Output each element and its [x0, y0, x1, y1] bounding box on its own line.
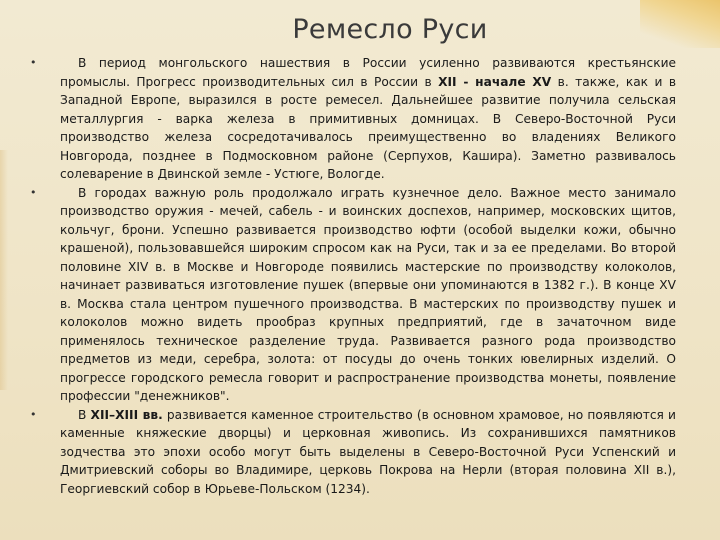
paragraph-3 [30, 406, 676, 499]
paragraph-text: в. также, как и в Западной Европе, выразился в росте ремесел. Дальнейшее развитие получила сельская металлургия - варка железа в примитивных домницах. В Северо-Восточной Руси производство железа сосредотачивалось преимущественно во владениях Великого Новгорода, позднее в Подмосковном районе (Серпухов, Кашира). Заметно развивалось солеварение в Двинской земле - Устюге, Вологде. [60, 74, 676, 181]
paragraph-bold-text: XII - начале XV [438, 74, 552, 89]
paragraph-text: В [78, 407, 91, 422]
slide-title: Ремесло Руси [292, 14, 488, 45]
bullet-icon: • [30, 407, 37, 421]
paragraph-2 [30, 184, 676, 406]
paragraph-text: В период монгольского нашествия в России усиленно развиваются крестьянские промыслы. Прогресс производительных сил в России в [60, 56, 676, 89]
corner-decoration [640, 0, 720, 48]
paragraph-text: развивается каменное строительство (в основном храмовое, но появляются и каменные княжеские дворцы) и церковная живопись. Из сохранившихся памятников зодчества это эпохи особо могут быть выделены в Северо-Восточной Руси Успенский и Дмитриевский соборы во Владимире, церковь Покрова на Нерли (вторая половина XII в.), Георгиевский собор в Юрьеве-Польском (1234). [60, 407, 676, 496]
paragraph-1 [30, 54, 676, 184]
bullet-icon: • [30, 185, 37, 199]
paragraph-text: В городах важную роль продолжало играть кузнечное дело. Важное место занимало производство оружия - мечей, сабель - и воинских доспехов, например, московских щитов, кольчуг, брони. Успешно развивается производство юфти (особой выделки кожи, обычно крашеной), пользовавшейся широким спросом как на Руси, так и за ее пределами. Во второй половине XIV в. в Москве и Новгороде появились мастерские по производству колоколов, начинает развиваться изготовление пушек (впервые они упоминаются в 1382 г.). В конце XV в. Москва стала центром пушечного производства. В мастерских по производству пушек и колоколов можно видеть прообраз крупных предприятий, где в зачаточном виде применялось техническое разделение труда. Развивается разного рода производство предметов из меди, серебра, золота: от посуды до очень тонких ювелирных изделий. О прогрессе городского ремесла говорит и распространение производства монеты, появление профессии "денежников". [60, 185, 676, 403]
paragraph-bold-text: XII–XIII вв. [90, 407, 163, 422]
slide-body [30, 54, 676, 498]
bullet-icon: • [30, 56, 37, 69]
left-edge-decoration [0, 150, 8, 390]
